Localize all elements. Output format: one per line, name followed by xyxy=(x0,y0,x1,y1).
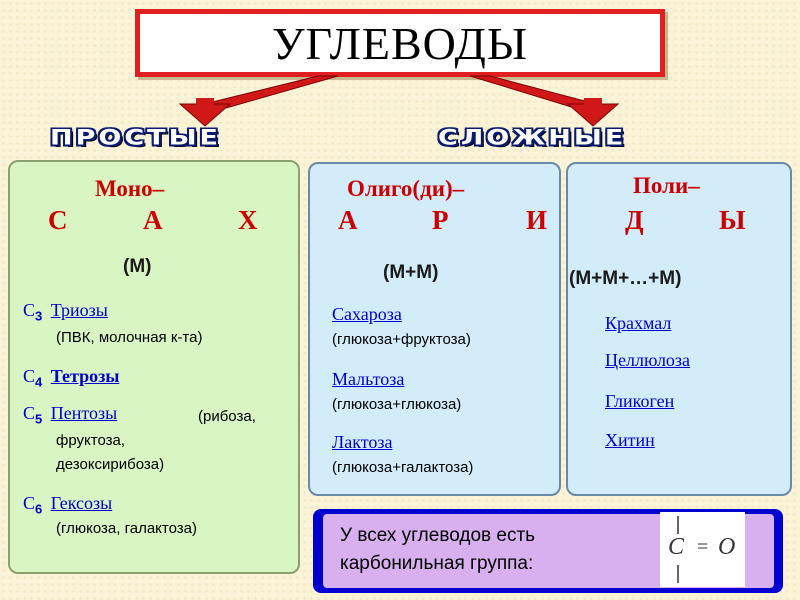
carbon-count: 5 xyxy=(35,411,43,427)
item-note: (глюкоза+фруктоза) xyxy=(332,331,471,348)
carbon-atom: C xyxy=(668,534,685,560)
item-note: (глюкоза, галактоза) xyxy=(56,520,197,537)
carbon-count: 6 xyxy=(35,501,43,517)
saccharide-letter: Р xyxy=(432,205,449,235)
list-item xyxy=(23,493,112,517)
carbon-symbol: С xyxy=(23,493,36,513)
carbonyl-text xyxy=(340,522,660,578)
link-tetroses[interactable]: Тетрозы xyxy=(50,366,120,386)
link-glycogen[interactable]: Гликоген xyxy=(605,391,675,411)
saccharide-letter: Ы xyxy=(719,205,746,235)
carbon-symbol: С xyxy=(23,366,36,386)
item-note: (глюкоза+галактоза) xyxy=(332,459,474,476)
oxygen-atom: O xyxy=(718,534,736,560)
list-item xyxy=(23,300,108,324)
saccharide-letter: И xyxy=(526,205,548,235)
right-branch-arrow xyxy=(470,76,618,126)
saccharide-letter: С xyxy=(48,205,68,235)
saccharide-letter: А xyxy=(143,205,163,235)
polysaccharides-panel xyxy=(566,162,792,496)
link-maltose[interactable]: Мальтоза xyxy=(332,369,405,389)
link-trioses[interactable]: Триозы xyxy=(50,300,108,320)
link-chitin[interactable]: Хитин xyxy=(605,430,655,450)
link-lactose[interactable]: Лактоза xyxy=(332,432,393,452)
saccharide-letter: Д xyxy=(625,205,644,235)
carbon-count: 4 xyxy=(35,374,43,390)
list-item xyxy=(23,403,117,427)
item-note: (рибоза, xyxy=(198,408,256,425)
poly-prefix: Поли– xyxy=(633,173,700,198)
left-branch-arrow xyxy=(180,76,338,126)
mono-prefix: Моно– xyxy=(95,176,165,201)
carbonyl-formula xyxy=(660,512,745,587)
page-title: УГЛЕВОДЫ xyxy=(271,17,529,69)
carbon-symbol: С xyxy=(23,403,36,423)
heading-simple: ПРОСТЫЕ xyxy=(50,126,221,151)
list-item xyxy=(23,366,119,390)
saccharide-letter: Х xyxy=(238,205,258,235)
carbon-count: 3 xyxy=(35,308,43,324)
link-cellulose[interactable]: Целлюлоза xyxy=(605,350,691,370)
link-hexoses[interactable]: Гексозы xyxy=(50,493,113,513)
link-starch[interactable]: Крахмал xyxy=(605,313,672,333)
carbonyl-line-2: карбонильная группа: xyxy=(340,553,534,574)
link-sucrose[interactable]: Сахароза xyxy=(332,304,402,324)
oligo-formula: (М+М) xyxy=(383,262,439,283)
poly-formula: (М+М+…+М) xyxy=(569,268,682,289)
oligo-prefix: Олиго(ди)– xyxy=(347,176,465,201)
saccharide-letter: А xyxy=(338,205,358,235)
carbon-symbol: С xyxy=(23,300,36,320)
link-pentoses[interactable]: Пентозы xyxy=(50,403,118,423)
item-note: дезоксирибоза) xyxy=(56,456,165,473)
carbonyl-line-1: У всех углеводов есть xyxy=(340,525,536,546)
item-note: (глюкоза+глюкоза) xyxy=(332,396,462,413)
heading-complex: СЛОЖНЫЕ xyxy=(438,126,627,151)
item-note: (ПВК, молочная к-та) xyxy=(56,329,203,346)
item-note: фруктоза, xyxy=(56,432,126,449)
double-bond: = xyxy=(697,536,709,558)
mono-formula: (М) xyxy=(123,256,152,277)
